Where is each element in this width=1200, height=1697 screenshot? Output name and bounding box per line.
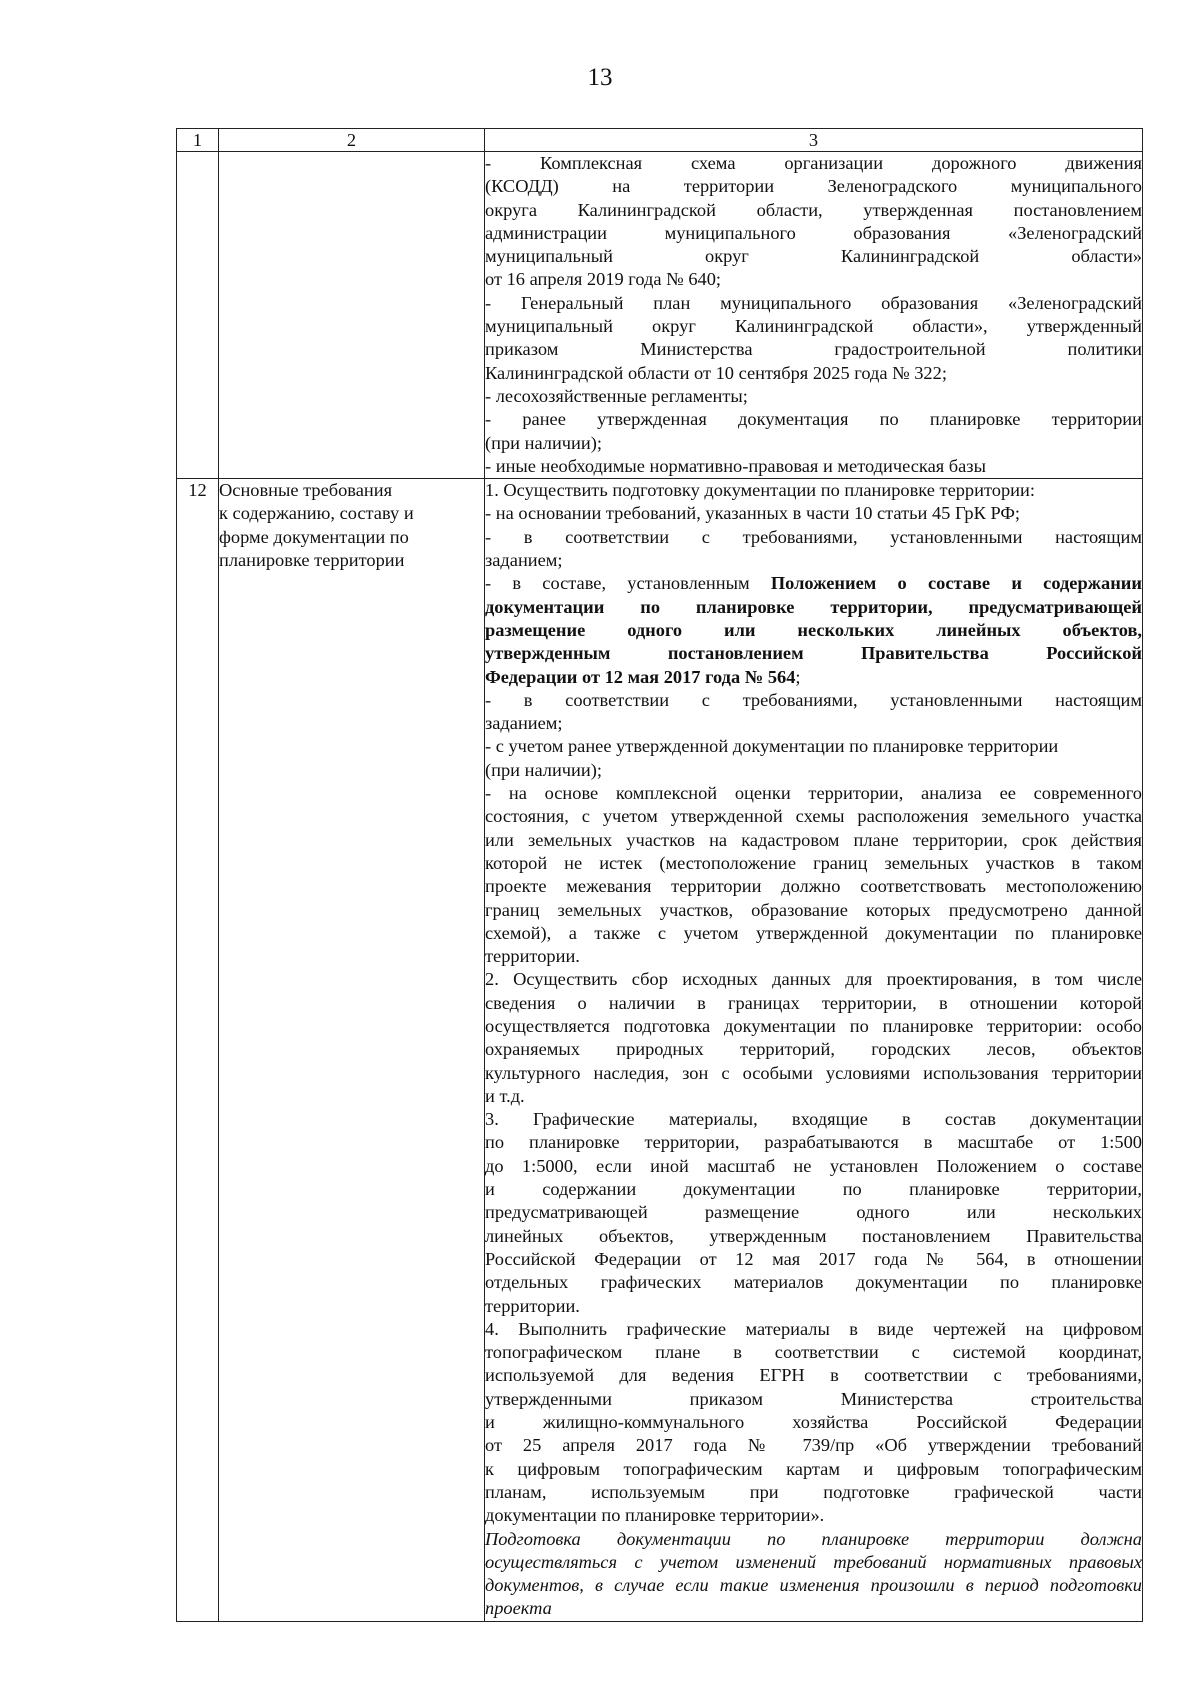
text-line (485, 1085, 1142, 1108)
table-row (177, 479, 1143, 1622)
text-line-content: - Комплексная схема организации дорожного движения (485, 153, 1142, 173)
text-line-content: 1. Осуществить подготовку документации по планировке территории: (485, 480, 1035, 501)
text-line (485, 175, 1142, 198)
text-line (485, 526, 1142, 549)
header-col-2: 2 (219, 129, 485, 152)
text-line-content: и жилищно-коммунального хозяйства Российской Федерации (485, 1412, 1142, 1433)
text-line (485, 968, 1142, 991)
text-line (485, 666, 1142, 689)
text-line-content: охраняемых природных территорий, городских лесов, объектов (485, 1039, 1142, 1060)
text-line (485, 829, 1142, 852)
row-number-cell: 12 (177, 479, 219, 1622)
title-line: планировке территории (219, 550, 405, 571)
text-line (485, 1201, 1142, 1224)
text-line (485, 1155, 1142, 1178)
text-line-content: размещение одного или нескольких линейных объектов, (485, 619, 1142, 640)
text-line (485, 642, 1142, 665)
text-line-content: сведения о наличии в границах территории, в отношении которой (485, 992, 1142, 1013)
text-line-content: топографическом плане в соответствии с системой координат, (485, 1342, 1142, 1363)
text-line (485, 1551, 1142, 1574)
bold-text-tail: Положением о составе и содержании (749, 573, 1143, 594)
text-line-content: документации по планировке территории, предусматривающей (485, 596, 1142, 617)
text-line (485, 1295, 1142, 1318)
requirements-table (176, 128, 1143, 1622)
row-content-cell (485, 152, 1143, 479)
text-line-content: от 25 апреля 2017 года № 739/пр «Об утверждении требований (485, 1435, 1142, 1456)
text-line (485, 1178, 1142, 1201)
text-line-content: от 16 апреля 2019 года № 640; (485, 269, 722, 290)
text-line (485, 1062, 1142, 1085)
text-line (485, 245, 1142, 268)
text-line (485, 1481, 1142, 1504)
text-line-content: линейных объектов, утвержденным постановлением Правительства (485, 1225, 1142, 1246)
text-line (485, 362, 1142, 385)
text-line (485, 712, 1142, 735)
text-line (485, 992, 1142, 1015)
text-line-content: по планировке территории, разрабатываются в масштабе от 1:500 (485, 1132, 1142, 1153)
text-line-content: Подготовка документации по планировке территории должна (485, 1528, 1142, 1549)
text-line-content: утвержденными приказом Министерства строительства (485, 1388, 1142, 1409)
text-line (485, 1364, 1142, 1387)
text-line (485, 222, 1142, 245)
text-line (485, 1411, 1142, 1434)
text-line (485, 1388, 1142, 1411)
text-line-content: - иные необходимые нормативно-правовая и методическая базы (485, 455, 986, 476)
text-line-content: проекта (485, 1598, 552, 1619)
text-line-content: предусматривающей размещение одного или нескольких (485, 1202, 1142, 1223)
title-line: форме документации по (219, 526, 409, 547)
text-line (485, 549, 1142, 572)
text-line-content: Федерации от 12 мая 2017 года № 564 (485, 666, 796, 687)
text-line-content: утвержденным постановлением Правительства Российской (485, 643, 1142, 664)
row-title-cell (219, 479, 485, 1622)
text-line (485, 385, 1142, 408)
text-line (485, 502, 1142, 525)
text-line-content: 2. Осуществить сбор исходных данных для проектирования, в том числе (485, 969, 1142, 990)
text-line-content: и содержании документации по планировке территории, (485, 1179, 1142, 1200)
text-line-content: - на основе комплексной оценки территории, анализа ее современного (485, 783, 1142, 804)
text-line (485, 455, 1142, 478)
text-line-content: Калининградской области от 10 сентября 2025 года № 322; (485, 362, 947, 383)
text-line-content: территории. (485, 946, 580, 967)
text-line (485, 199, 1142, 222)
title-line: Основные требования (219, 480, 393, 501)
text-line-content: отдельных графических материалов документации по планировке (485, 1272, 1142, 1293)
text-line-content: документации по планировке территории». (485, 1505, 825, 1526)
text-line (485, 1504, 1142, 1527)
text-line-content: муниципальный округ Калининградской области» (485, 246, 1142, 267)
text-line-content: состояния, с учетом утвержденной схемы расположения земельного участка (485, 806, 1142, 827)
text-line (485, 735, 1142, 758)
text-line-content: - в составе, установленным (485, 573, 750, 594)
text-line-content: - с учетом ранее утвержденной документации по планировке территории (485, 736, 1059, 757)
text-line (485, 759, 1142, 782)
text-line-content: приказом Министерства градостроительной политики (485, 339, 1142, 360)
text-line-content: Российской Федерации от 12 мая 2017 года № 564, в отношении (485, 1248, 1142, 1269)
text-line-content: - в соответствии с требованиями, установленными настоящим (485, 526, 1142, 547)
text-line-content: администрации муниципального образования «Зеленоградский (485, 222, 1142, 243)
text-line (485, 922, 1142, 945)
text-line (485, 899, 1142, 922)
row-number-cell (177, 152, 219, 479)
text-line (485, 1225, 1142, 1248)
text-line-content: проекте межевания территории должно соответствовать местоположению (485, 876, 1142, 897)
text-line-content: - на основании требований, указанных в части 10 статьи 45 ГрК РФ; (485, 503, 1021, 524)
text-line-content: (при наличии); (485, 432, 602, 453)
text-line (485, 596, 1142, 619)
text-line (485, 1528, 1142, 1551)
text-line (485, 1341, 1142, 1364)
text-line-content: осуществляться с учетом изменений требований нормативных правовых (485, 1551, 1142, 1572)
text-line (485, 875, 1142, 898)
text-line (485, 689, 1142, 712)
text-line-content: документов, в случае если такие изменения произошли в период подготовки (485, 1575, 1142, 1596)
text-line (485, 338, 1142, 361)
text-line-content: которой не истек (местоположение границ земельных участков в таком (485, 852, 1142, 873)
text-line (485, 432, 1142, 455)
text-line (485, 805, 1142, 828)
text-line (485, 1597, 1142, 1620)
table-row-continuation (177, 152, 1143, 479)
header-col-3: 3 (485, 129, 1143, 152)
text-line-content: до 1:5000, если иной масштаб не установлен Положением о составе (485, 1155, 1142, 1176)
text-line-content: осуществляется подготовка документации по планировке территории: особо (485, 1015, 1142, 1036)
text-line-content: (при наличии); (485, 759, 602, 780)
text-line (485, 268, 1142, 291)
row-content-cell (485, 479, 1143, 1622)
text-line (485, 408, 1142, 431)
text-line (485, 852, 1142, 875)
text-line-content: территории. (485, 1295, 580, 1316)
text-line (485, 945, 1142, 968)
plain-text-tail: ; (795, 666, 801, 687)
text-line-content: планам, используемым при подготовке графической части (485, 1481, 1142, 1502)
text-line-content: схемой), а также с учетом утвержденной документации по планировке (485, 922, 1142, 943)
text-line (485, 619, 1142, 642)
text-line-content: к цифровым топографическим картам и цифровым топографическим (485, 1458, 1142, 1479)
text-line (485, 479, 1142, 502)
text-line-content: заданием; (485, 713, 563, 734)
row-title-cell (219, 152, 485, 479)
text-line-content: границ земельных участков, образование которых предусмотрено данной (485, 899, 1142, 920)
text-line (485, 1574, 1142, 1597)
title-line: к содержанию, составу и (219, 503, 414, 524)
text-line-content: культурного наследия, зон с особыми условиями использования территории (485, 1062, 1142, 1083)
text-line (485, 1434, 1142, 1457)
header-col-1: 1 (177, 129, 219, 152)
text-line-content: - лесохозяйственные регламенты; (485, 385, 748, 406)
page-number: 13 (587, 64, 613, 91)
text-line (485, 1038, 1142, 1061)
text-line (485, 1458, 1142, 1481)
text-line (485, 292, 1142, 315)
text-line-content: муниципальный округ Калининградской области», утвержденный (485, 316, 1142, 337)
text-line (485, 1108, 1142, 1131)
text-line (485, 782, 1142, 805)
text-line (485, 1318, 1142, 1341)
text-line-content: или земельных участков на кадастровом плане территории, срок действия (485, 829, 1142, 850)
text-line-content: используемой для ведения ЕГРН в соответствии с требованиями, (485, 1365, 1142, 1386)
text-line (485, 1248, 1142, 1271)
text-line (485, 572, 1142, 595)
text-line-content: округа Калининградской области, утвержденная постановлением (485, 199, 1142, 220)
text-line-content: (КСОДД) на территории Зеленоградского муниципального (485, 176, 1142, 197)
text-line-content: 3. Графические материалы, входящие в состав документации (485, 1109, 1142, 1130)
text-line-content: - Генеральный план муниципального образования «Зеленоградский (485, 292, 1142, 313)
text-line (485, 1131, 1142, 1154)
text-line-content: и т.д. (485, 1085, 525, 1106)
text-line (485, 1015, 1142, 1038)
text-line-content: 4. Выполнить графические материалы в виде чертежей на цифровом (485, 1318, 1142, 1339)
text-line-content: заданием; (485, 550, 563, 571)
text-line (485, 1271, 1142, 1294)
text-line (485, 152, 1142, 175)
table-header-row (177, 129, 1143, 152)
text-line-content: - в соответствии с требованиями, установленными настоящим (485, 689, 1142, 710)
text-line (485, 315, 1142, 338)
text-line-content: - ранее утвержденная документация по планировке территории (485, 409, 1142, 430)
